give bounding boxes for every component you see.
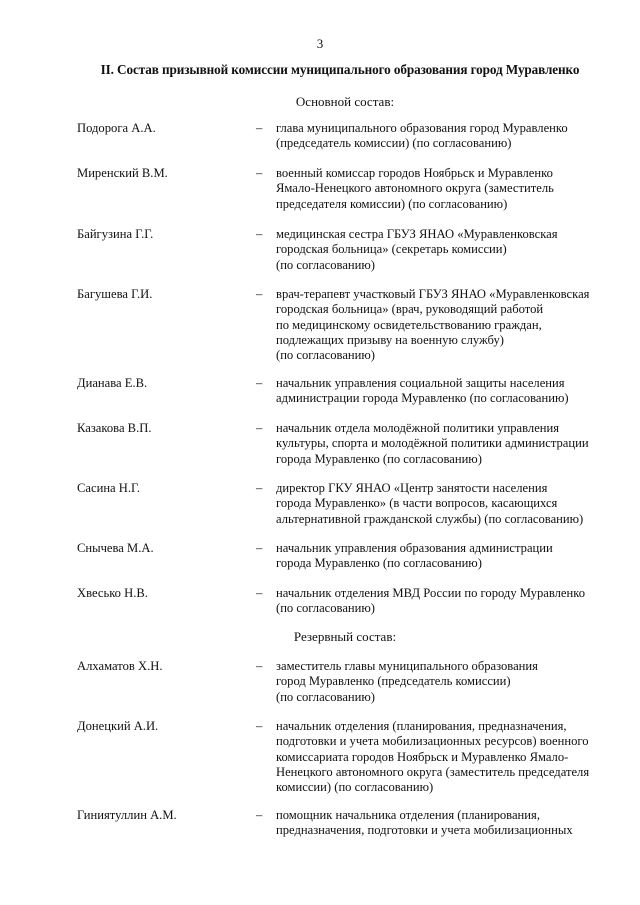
member-description xyxy=(276,808,606,839)
description-line: директор ГКУ ЯНАО «Центр занятости населения xyxy=(276,481,548,495)
description-line: глава муниципального образования город Муравленко xyxy=(276,121,568,135)
member-description xyxy=(276,719,606,795)
dash-separator: – xyxy=(256,719,263,733)
description-line: альтернативной гражданской службы) (по согласованию) xyxy=(276,511,584,526)
description-line: военный комиссар городов Ноябрьск и Муравленко xyxy=(276,166,553,180)
main-composition-heading: Основной состав: xyxy=(295,94,395,109)
description-line: (по согласованию) xyxy=(276,348,376,363)
reserve-composition-heading: Резервный состав: xyxy=(293,629,397,644)
description-line: начальник отделения МВД России по городу Муравленко xyxy=(276,586,586,600)
description-line: предназначения, подготовки и учета мобилизационных xyxy=(276,823,573,838)
description-line: города Муравленко» (в части вопросов, касающихся xyxy=(276,496,558,511)
member-name: Багушева Г.И. xyxy=(77,287,153,301)
member-description xyxy=(276,121,606,152)
description-line: комиссариата городов Ноябрьск и Муравленко Ямало- xyxy=(276,749,569,764)
dash-separator: – xyxy=(256,227,263,241)
description-line: председателя комиссии) (по согласованию) xyxy=(276,196,508,211)
description-line: начальник управления социальной защиты населения xyxy=(276,376,565,390)
description-line: (по согласованию) xyxy=(276,601,376,616)
description-line: начальник отделения (планирования, предназначения, xyxy=(276,719,567,733)
dash-separator: – xyxy=(256,376,263,390)
page-number: 3 xyxy=(316,36,324,51)
description-line: подлежащих призыву на военную службу) xyxy=(276,332,504,347)
description-line: администрации города Муравленко (по согласованию) xyxy=(276,391,569,406)
dash-separator: – xyxy=(256,808,263,822)
description-line: Ненецкого автономного округа (заместитель председателя xyxy=(276,764,590,779)
dash-separator: – xyxy=(256,166,263,180)
description-line: города Муравленко (по согласованию) xyxy=(276,556,482,571)
member-description xyxy=(276,287,606,363)
member-description xyxy=(276,481,606,527)
member-name: Снычева М.А. xyxy=(77,541,154,555)
member-name: Миренский В.М. xyxy=(77,166,168,180)
description-line: комиссии) (по согласованию) xyxy=(276,780,434,795)
description-line: начальник управления образования администрации xyxy=(276,541,553,555)
document-title: II. Состав призывной комиссии муниципального образования город Муравленко xyxy=(100,62,580,77)
dash-separator: – xyxy=(256,586,263,600)
dash-separator: – xyxy=(256,287,263,301)
description-line: городская больница» (врач, руководящий работой xyxy=(276,302,544,317)
member-description xyxy=(276,227,606,273)
description-line: города Муравленко (по согласованию) xyxy=(276,451,482,466)
description-line: городская больница» (секретарь комиссии) xyxy=(276,242,507,257)
description-line: заместитель главы муниципального образования xyxy=(276,659,538,673)
dash-separator: – xyxy=(256,541,263,555)
description-line: начальник отдела молодёжной политики управления xyxy=(276,421,560,435)
member-description xyxy=(276,421,606,467)
description-line: по медицинскому освидетельствованию граждан, xyxy=(276,317,542,332)
member-name: Донецкий А.И. xyxy=(77,719,159,733)
description-line: город Муравленко (председатель комиссии) xyxy=(276,674,511,689)
description-line: подготовки и учета мобилизационных ресурсов) военного xyxy=(276,734,589,749)
description-line: (по согласованию) xyxy=(276,689,376,704)
member-description xyxy=(276,376,606,407)
description-line: (председатель комиссии) (по согласованию) xyxy=(276,136,512,151)
member-description xyxy=(276,166,606,212)
description-line: помощник начальника отделения (планирования, xyxy=(276,808,540,822)
description-line: культуры, спорта и молодёжной политики администрации xyxy=(276,436,589,451)
description-line: Ямало-Ненецкого автономного округа (заместитель xyxy=(276,181,554,196)
member-name: Хвесько Н.В. xyxy=(77,586,148,600)
member-name: Гиниятуллин А.М. xyxy=(77,808,177,822)
dash-separator: – xyxy=(256,421,263,435)
description-line: (по согласованию) xyxy=(276,257,376,272)
dash-separator: – xyxy=(256,481,263,495)
member-name: Дианава Е.В. xyxy=(77,376,148,390)
member-description xyxy=(276,541,606,572)
member-name: Подорога А.А. xyxy=(77,121,156,135)
dash-separator: – xyxy=(256,659,263,673)
member-name: Байгузина Г.Г. xyxy=(77,227,154,241)
member-name: Алхаматов Х.Н. xyxy=(77,659,163,673)
description-line: медицинская сестра ГБУЗ ЯНАО «Муравленковская xyxy=(276,227,558,241)
member-name: Сасина Н.Г. xyxy=(77,481,141,495)
member-description xyxy=(276,586,606,617)
description-line: врач-терапевт участковый ГБУЗ ЯНАО «Муравленковская xyxy=(276,287,590,301)
dash-separator: – xyxy=(256,121,263,135)
member-name: Казакова В.П. xyxy=(77,421,152,435)
member-description xyxy=(276,659,606,705)
